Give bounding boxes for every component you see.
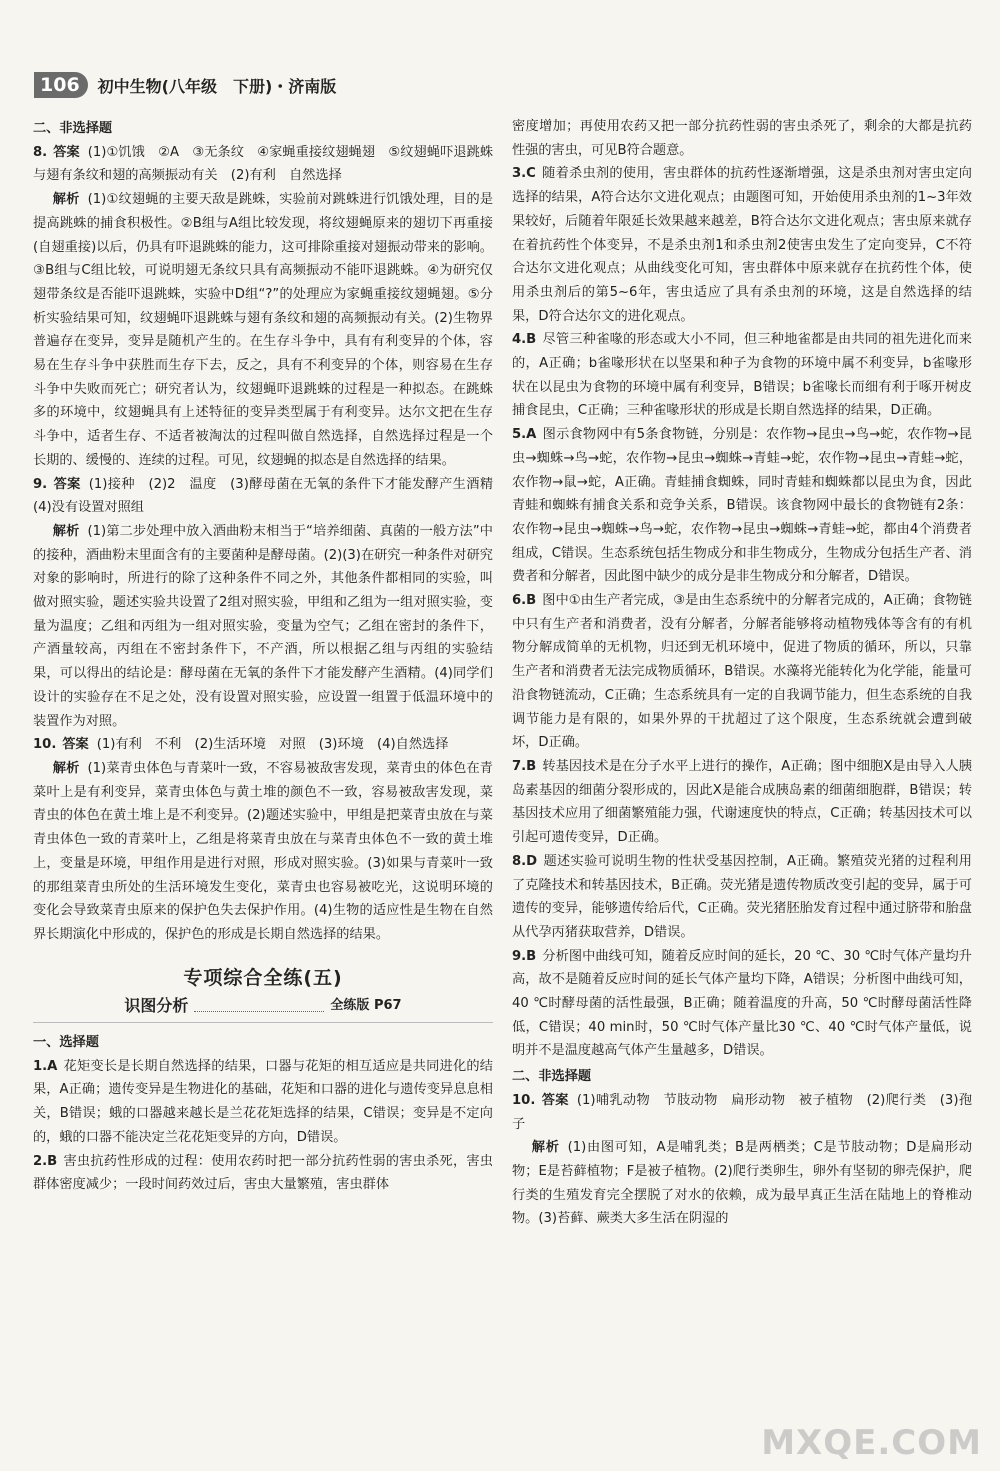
choice-answer-paragraph	[512, 162, 972, 328]
book-title: 初中生物(八年级 下册)・济南版	[97, 76, 337, 96]
choice-answer-paragraph	[512, 423, 972, 589]
explanation-text: (1)由图可知，A是哺乳类；B是两栖类；C是节肢动物；D是扁形动物；E是苔藓植物；F是被子植物。(2)爬行类卵生，卵外有坚韧的卵壳保护，爬行类的生殖发育完全摆脱了对水的依赖，成为最早真正生活在陆地上的脊椎动物。(3)苔藓、蕨类大多生活在阴湿的	[512, 1140, 973, 1227]
explanation-label: 解析	[531, 1140, 560, 1156]
choice-number: 2.B	[33, 1153, 58, 1169]
answer-text: (1)哺乳动物 节肢动物 扁形动物 被子植物 (2)爬行类 (3)孢子	[512, 1092, 973, 1132]
answer-paragraph	[33, 141, 493, 188]
choice-answer-paragraph	[33, 1055, 493, 1150]
subtitle-row	[33, 994, 493, 1023]
explanation-paragraph	[33, 757, 493, 947]
answer-label: 答案	[53, 144, 80, 160]
choice-answer-paragraph	[512, 850, 972, 945]
choice-number: 4.B	[512, 332, 537, 348]
section-heading: 一、选择题	[33, 1035, 99, 1051]
answer-text: (1)接种 (2)2 温度 (3)酵母菌在无氧的条件下才能发酵产生酒精 (4)没有设置对照组	[33, 476, 507, 516]
question-number: 8.	[33, 144, 48, 160]
question-number: 9.	[33, 476, 48, 492]
explanation-text: (1)菜青虫体色与青菜叶一致，不容易被敌害发现，菜青虫的体色在青菜叶上是有利变异，菜青虫体色与黄土堆的颜色不一致，容易被敌害发现，菜青虫的体色在黄土堆上是不利变异。(2)题述实验中，甲组是把菜青虫放在与菜青虫体色一致的青菜叶上，乙组是将菜青虫放在与菜青虫体色不一致的黄土堆上，变量是环境，甲组作用是进行对照，形成对照实验。(3)如果与青菜叶一致的那组菜青虫所处的生活环境发生变化，菜青虫也容易被吃光，这说明环境的变化会导致菜青虫原来的保护色失去保护作用。(4)生物的适应性是生物在自然界长期演化中形成的，保护色的形成是长期自然选择的结果。	[33, 760, 493, 942]
page-header	[34, 70, 336, 100]
choice-number: 7.B	[512, 758, 537, 774]
section-heading: 二、非选择题	[512, 1069, 592, 1085]
answer-label: 答案	[62, 737, 89, 753]
choice-explanation: 害虫抗药性形成的过程：使用农药时把一部分抗药性弱的害虫杀死，害虫群体密度减少；一段时间药效过后，害虫大量繁殖，害虫群体	[33, 1153, 493, 1193]
choice-number: 5.A	[512, 427, 537, 443]
explanation-paragraph	[512, 1136, 972, 1231]
choice-explanation: 图示食物网中有5条食物链，分别是：农作物→昆虫→鸟→蛇，农作物→昆虫→蜘蛛→鸟→蛇，农作物→昆虫→蜘蛛→青蛙→蛇，农作物→昆虫→青蛙→蛇，农作物→鼠→蛇，A正确。青蛙捕食蜘蛛，同时青蛙和蜘蛛都以昆虫为食，因此青蛙和蜘蛛有捕食关系和竞争关系，B错误。该食物网中最长的食物链有2条：农作物→昆虫→蜘蛛→鸟→蛇，农作物→昆虫→蜘蛛→青蛙→蛇，都由4个消费者组成，C错误。生态系统包括生物成分和非生物成分，生物成分包括生产者、消费者和分解者，因此图中缺少的成分是非生物成分和分解者，D错误。	[512, 427, 972, 585]
answer-paragraph	[33, 733, 493, 757]
choice-answer-paragraph	[512, 589, 972, 755]
answer-text: (1)有利 不利 (2)生活环境 对照 (3)环境 (4)自然选择	[96, 737, 449, 753]
choice-number: 8.D	[512, 853, 538, 869]
explanation-label: 解析	[52, 523, 80, 539]
choice-answer-paragraph	[512, 328, 972, 423]
choice-answer-paragraph	[512, 755, 972, 850]
right-column	[512, 115, 972, 1231]
choice-explanation: 图中①由生产者完成，③是由生态系统中的分解者完成的，A正确；食物链中只有生产者和消费者，没有分解者，分解者能够将动植物残体等含有的有机物分解成简单的无机物，归还到无机环境中，促进了物质的循环，所以，只靠生产者和消费者无法完成物质循环，B错误。水藻将光能转化为化学能，能量可沿食物链流动，C正确；生态系统具有一定的自我调节能力，但生态系统的自我调节能力是有限的，如果外界的干扰超过了这个限度，生态系统就会遭到破坏，D正确。	[512, 593, 972, 751]
choice-number: 6.B	[512, 593, 537, 609]
continued-paragraph: 密度增加；再使用农药又把一部分抗药性弱的害虫杀死了，剩余的大都是抗药性强的害虫，可见B符合题意。	[512, 119, 972, 158]
leader-dots	[194, 1001, 324, 1012]
choice-explanation: 转基因技术是在分子水平上进行的操作，A正确；图中细胞X是由导入人胰岛素基因的细菌分裂形成的，因此X是能合成胰岛素的细菌细胞群，B错误；转基因技术应用了细菌繁殖能力强，代谢速度快的特点，C正确；转基因技术可以引起可遗传变异，D正确。	[512, 758, 972, 846]
subtitle-page-ref: 全练版 P67	[330, 998, 402, 1014]
choice-explanation: 花矩变长是长期自然选择的结果，口器与花矩的相互适应是共同进化的结果，A正确；遗传变异是生物进化的基础，花矩和口器的进化与遗传变异息息相关，B错误；蛾的口器越来越长是兰花花矩选择的结果，C错误；变异是不定向的，蛾的口器不能决定兰花花矩变异的方向，D错误。	[33, 1058, 493, 1145]
choice-number: 3.C	[512, 166, 536, 182]
explanation-text: (1)第二步处理中放入酒曲粉末相当于“培养细菌、真菌的一般方法”中的接种，酒曲粉末里面含有的主要菌种是酵母菌。(2)(3)在研究一种条件对研究对象的影响时，所进行的除了这种条件不同之外，其他条件都相同的实验，叫做对照实验，题述实验共设置了2组对照实验，甲组和乙组为一组对照实验，变量为温度；乙组和丙组为一组对照实验，变量为空气；乙组在密封的条件下，产酒量较高，丙组在不密封条件下，不产酒，所以根据乙组与丙组的实验结果，可以得出的结论是：酵母菌在无氧的条件下才能发酵产生酒精。(4)同学们设计的实验存在不足之处，没有设置对照实验，应设置一组置于低温环境中的装置作为对照。	[33, 523, 493, 729]
question-number: 10.	[512, 1092, 536, 1108]
special-practice-title: 专项综合全练(五)	[183, 966, 343, 989]
choice-explanation: 题述实验可说明生物的性状受基因控制，A正确。繁殖荧光猪的过程利用了克隆技术和转基因技术，B正确。荧光猪是遗传物质改变引起的变异，属于可遗传的变异，能够遗传给后代，C正确。荧光猪胚胎发育过程中通过脐带和胎盘从代孕丙猪获取营养，D错误。	[512, 853, 972, 940]
choice-number: 1.A	[33, 1058, 58, 1074]
choice-answer-paragraph	[512, 945, 972, 1064]
explanation-paragraph	[33, 188, 493, 472]
choice-number: 9.B	[512, 948, 537, 964]
subtitle-name: 识图分析	[124, 996, 189, 1016]
explanation-label: 解析	[52, 760, 80, 776]
choice-explanation: 随着杀虫剂的使用，害虫群体的抗药性逐渐增强，这是杀虫剂对害虫定向选择的结果，A符合达尔文进化观点；由题图可知，开始使用杀虫剂的1~3年效果较好，后随着年限延长效果越来越差，B符合达尔文进化观点；害虫原来就存在着抗药性个体变异，不是杀虫剂1和杀虫剂2使害虫发生了定向变异，C不符合达尔文进化观点；从曲线变化可知，害虫群体中原来就存在抗药性个体，使用杀虫剂后的第5~6年，害虫适应了具有杀虫剂的环境，这是自然选择的结果，D符合达尔文的进化观点。	[512, 166, 972, 324]
section-heading: 二、非选择题	[33, 121, 113, 136]
choice-explanation: 尽管三种雀喙的形态或大小不同，但三种地雀都是由共同的祖先进化而来的，A正确；b雀喙形状在以坚果和种子为食物的环境中属不利变异，b雀喙形状在以昆虫为食物的环境中属有利变异，B错误；b雀喙长而细有利于啄开树皮捕食昆虫，C正确；三种雀喙形状的形成是长期自然选择的结果，D正确。	[512, 332, 972, 419]
question-number: 10.	[33, 737, 57, 753]
explanation-label: 解析	[52, 192, 80, 208]
choice-answer-paragraph	[33, 1150, 493, 1197]
answer-label: 答案	[541, 1092, 569, 1108]
answer-text: (1)①饥饿 ②A ③无条纹 ④家蝇重接纹翅蝇翅 ⑤纹翅蝇吓退跳蛛与翅有条纹和翅的高频振动有关 (2)有利 自然选择	[33, 144, 494, 184]
answer-label: 答案	[53, 476, 81, 492]
answer-paragraph	[33, 473, 507, 520]
explanation-text: (1)①纹翅蝇的主要天敌是跳蛛，实验前对跳蛛进行饥饿处理，目的是提高跳蛛的捕食积极性。②B组与A组比较发现，将纹翅蝇原来的翅切下再重接(自翅重接)以后，仍具有吓退跳蛛的能力，这可排除重接对翅振动带来的影响。③B组与C组比较，可说明翅无条纹只具有高频振动不能吓退跳蛛。④为研究仅翅带条纹是否能吓退跳蛛，实验中D组“?”的处理应为家蝇重接纹翅蝇翅。⑤分析实验结果可知，纹翅蝇吓退跳蛛与翅有条纹和翅的高频振动有关。(2)生物界普遍存在变异，变异是随机产生的。在生存斗争中，具有有利变异的个体，容易在生存斗争中获胜而生存下去，反之，具有不利变异的个体，则容易在生存斗争中失败而死亡；研究者认为，纹翅蝇吓退跳蛛的过程是一种拟态。在跳蛛多的环境中，纹翅蝇具有上述特征的变异类型属于有利变异。达尔文把在生存斗争中，适者生存、不适者被淘汰的过程叫做自然选择，自然选择过程是一个长期的、缓慢的、连续的过程。可见，纹翅蝇的拟态是自然选择的结果。	[33, 192, 494, 468]
explanation-paragraph	[33, 520, 493, 733]
choice-explanation: 分析图中曲线可知，随着反应时间的延长，20 ℃、30 ℃时气体产量均升高，故不是随着反应时间的延长气体产量均下降，A错误；分析图中曲线可知，40 ℃时酵母菌的活性最强，B正确；随着温度的升高，50 ℃时酵母菌活性降低，C错误；40 min时，50 ℃时气体产量比30 ℃、40 ℃时气体产量低，说明并不是温度越高气体产生量越多，D错误。	[512, 948, 972, 1059]
watermark-text: MXQE.COM	[761, 1423, 982, 1463]
left-column	[33, 115, 507, 1197]
answer-paragraph	[512, 1089, 972, 1136]
page-number: 106	[34, 72, 88, 98]
